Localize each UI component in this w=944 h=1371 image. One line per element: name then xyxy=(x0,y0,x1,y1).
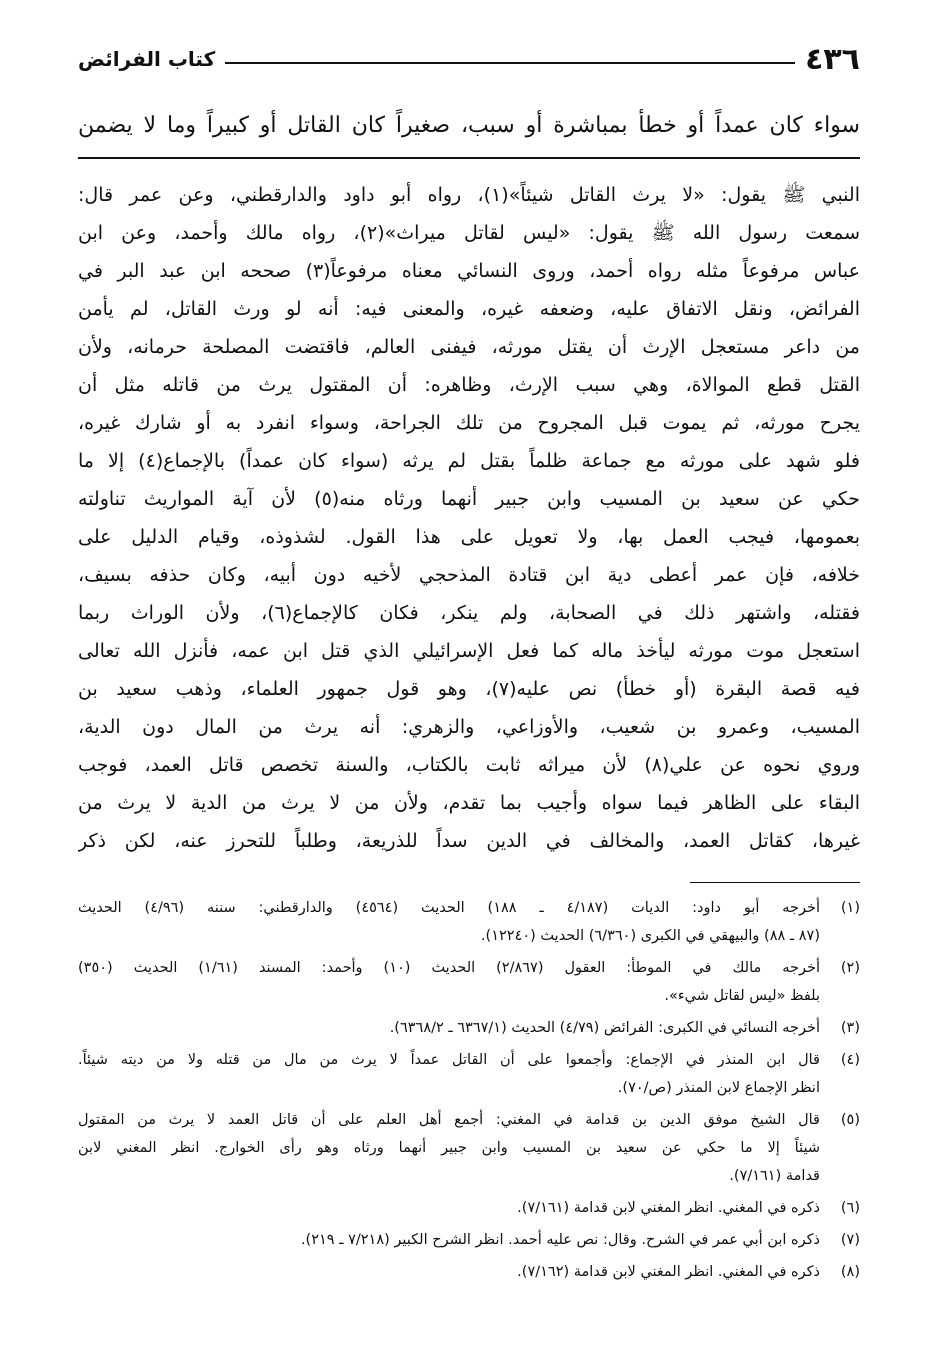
commentary-line: فقتله، واشتهر ذلك في الصحابة، ولم ينكر، فكان كالإجماع(٦)، ولأن الوراث ربما xyxy=(78,602,860,624)
footnote-number: (٥) xyxy=(840,1112,860,1128)
footnote-number: (٢) xyxy=(840,960,860,976)
commentary xyxy=(78,176,860,860)
footnote xyxy=(78,894,860,950)
commentary-line: حكي عن سعيد بن المسيب وابن جبير أنهما ورثاه منه(٥) لأن آية المواريث تناولته xyxy=(78,488,860,510)
footnote-line: قال ابن المنذر في الإجماع: وأجمعوا على أن القاتل عمداً لا يرث من مال من قتله ولا من ديته شيئاً. xyxy=(78,1052,820,1068)
commentary-line: عباس مرفوعاً مثله رواه أحمد، وروى النسائي معناه مرفوعاً(٣) صححه ابن عبد البر في xyxy=(78,260,860,282)
footnote xyxy=(78,1106,860,1190)
footnote xyxy=(78,1258,860,1286)
footnote-line: قال الشيخ موفق الدين بن قدامة في المغني: أجمع أهل العلم على أن قاتل العمد لا يرث من المقتول xyxy=(78,1112,820,1128)
footnotes xyxy=(78,894,860,1290)
footnote-line: أخرجه أبو داود: الديات (٤/١٨٧ ـ ١٨٨) الحديث (٤٥٦٤) والدارقطني: سننه (٤/٩٦) الحديث xyxy=(78,900,820,916)
commentary-line: وروي نحوه عن علي(٨) لأن ميراثه ثابت بالكتاب، والسنة تخصص قاتل العمد، فوجب xyxy=(78,754,860,776)
footnote-line: شيئاً إلا ما حكي عن سعيد بن المسيب وابن جبير أنهما ورثاه وهو رأى الخوارج. انظر المغني لابن xyxy=(78,1140,820,1156)
footnote-line: انظر الإجماع لابن المنذر (ص/٧٠). xyxy=(617,1080,820,1096)
page-number: ٤٣٦ xyxy=(805,41,860,77)
footnote-line: أخرجه مالك في الموطأ: العقول (٢/٨٦٧) الحديث (١٠) وأحمد: المسند (١/٦١) الحديث (٣٥٠) xyxy=(78,960,820,976)
footnote-line: (٨٧ ـ ٨٨) والبيهقي في الكبرى (٦/٣٦٠) الحديث (١٢٢٤٠). xyxy=(480,928,820,944)
matn-divider xyxy=(78,157,860,159)
footnote xyxy=(78,1046,860,1102)
footnote-number: (٣) xyxy=(840,1020,860,1036)
footnote-line: قدامة (٧/١٦١). xyxy=(729,1168,820,1184)
matn-text: سواء كان عمداً أو خطأ بمباشرة أو سبب، صغيراً كان القاتل أو كبيراً وما لا يضمن xyxy=(78,113,860,138)
commentary-line: من داعر مستعجل الإرث أن يقتل مورثه، فيفنى العالم، فاقتضت المصلحة حرمانه، ولأن xyxy=(78,336,860,358)
footnote-divider xyxy=(690,882,860,883)
commentary-line: المسيب، وعمرو بن شعيب، والأوزاعي، والزهري: أنه يرث من المال دون الدية، xyxy=(78,716,860,738)
commentary-line: فلو شهد على مورثه مع جماعة ظلماً بقتل لم يرثه (سواء كان عمداً) بالإجماع(٤) إلا ما xyxy=(78,450,860,472)
footnote-number: (٨) xyxy=(840,1264,860,1280)
footnote-number: (٧) xyxy=(840,1232,860,1248)
commentary-line: فيه قصة البقرة (أو خطأ) نص عليه(٧)، وهو قول جمهور العلماء، وذهب سعيد بن xyxy=(78,678,860,700)
commentary-line: غيرها، كقاتل العمد، والمخالف في الدين سداً للذريعة، وطلباً للتحرز عنه، لكن ذكر xyxy=(78,830,860,852)
footnote xyxy=(78,954,860,1010)
footnote-line: ذكره ابن أبي عمر في الشرح. وقال: نص عليه أحمد. انظر الشرح الكبير (٧/٢١٨ ـ ٢١٩). xyxy=(300,1232,820,1248)
footnote-number: (١) xyxy=(840,900,860,916)
footnote xyxy=(78,1014,860,1042)
commentary-line: يجرح مورثه، ثم يموت قبل المجروح من تلك الجراحة، وسواء انفرد به أو شارك غيره، xyxy=(78,412,860,434)
commentary-line: النبي ﷺ يقول: «لا يرث القاتل شيئاً»(١)، رواه أبو داود والدارقطني، وعن عمر قال: xyxy=(78,184,860,206)
footnote-line: بلفظ «ليس لقاتل شيء». xyxy=(664,988,820,1004)
commentary-line: استعجل موت مورثه ليأخذ ماله كما فعل الإسرائيلي الذي قتل ابن عمه، فأنزل الله تعالى xyxy=(78,640,860,662)
footnote-line: أخرجه النسائي في الكبرى: الفرائض (٤/٧٩) الحديث (٦٣٦٧/١ ـ ٦٣٦٨/٢). xyxy=(389,1020,820,1036)
footnote xyxy=(78,1194,860,1222)
commentary-line: خلافه، فإن عمر أعطى دية ابن قتادة المذحجي لأخيه دون أبيه، وكان حذفه بسيف، xyxy=(78,564,860,586)
commentary-line: الفرائض، ونقل الاتفاق عليه، وضعفه غيره، والمعنى فيه: أنه لو ورث القاتل، لم يأمن xyxy=(78,298,860,320)
commentary-line: القتل قطع الموالاة، وهي سبب الإرث، وظاهره: أن المقتول يرث من قاتله مثل أن xyxy=(78,374,860,396)
page-header xyxy=(78,36,860,82)
footnote-number: (٦) xyxy=(840,1200,860,1216)
commentary-line: البقاء على الظاهر فيما سواه وأجيب بما تقدم، ولأن من لا يرث من الدية لا يرث من xyxy=(78,792,860,814)
footnote xyxy=(78,1226,860,1254)
commentary-line: سمعت رسول الله ﷺ يقول: «ليس لقاتل ميراث»(٢)، رواه مالك وأحمد، وعن ابن xyxy=(78,222,860,244)
header-rule xyxy=(225,62,795,64)
footnote-line: ذكره في المغني. انظر المغني لابن قدامة (٧/١٦١). xyxy=(517,1200,820,1216)
footnote-number: (٤) xyxy=(840,1052,860,1068)
chapter-title: كتاب الفرائض xyxy=(78,47,216,71)
footnote-line: ذكره في المغني. انظر المغني لابن قدامة (٧/١٦٢). xyxy=(517,1264,820,1280)
commentary-line: بعمومها، فيجب العمل بها، ولا تعويل على هذا القول. لشذوذه، وقيام الدليل على xyxy=(78,526,860,548)
